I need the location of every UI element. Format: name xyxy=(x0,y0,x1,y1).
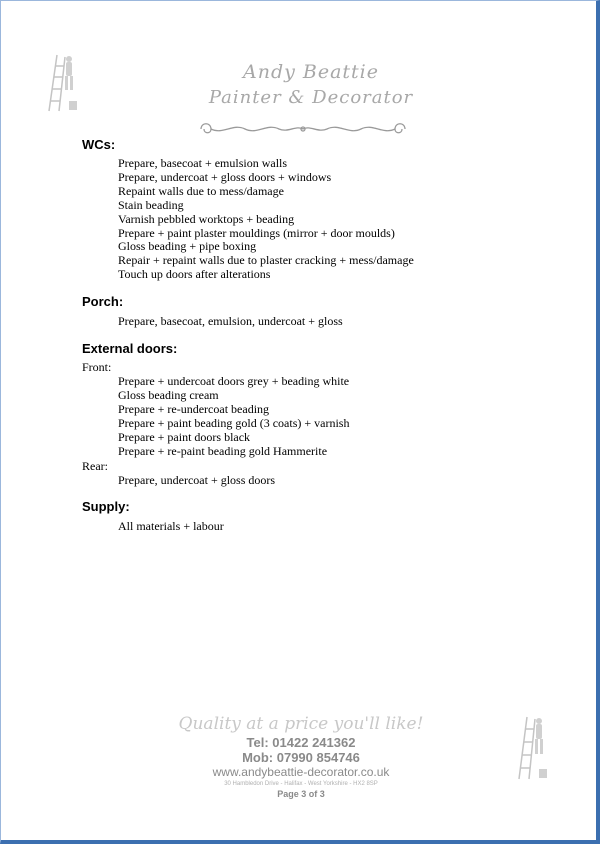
quote-content xyxy=(82,137,562,534)
telephone: Tel: 01422 241362 xyxy=(246,735,356,750)
address: 30 Hambledon Drive - Halifax - West Yorkshire - HX2 8SP xyxy=(224,781,378,787)
section-title: Porch: xyxy=(82,294,124,310)
document-page xyxy=(1,1,596,840)
item-list xyxy=(82,520,562,534)
item-list xyxy=(82,375,562,458)
list-item: Varnish pebbled worktops + beading xyxy=(118,211,295,226)
list-item: Stain beading xyxy=(118,197,184,212)
page-number: Page 3 of 3 xyxy=(277,789,325,799)
section-porch xyxy=(82,294,562,329)
section-external-doors xyxy=(82,341,562,487)
subsection-front xyxy=(82,360,562,458)
item-list xyxy=(82,315,562,329)
list-item: Repair + repaint walls due to plaster cracking + mess/damage xyxy=(118,253,414,268)
tagline: Quality at a price you'll like! xyxy=(178,714,424,734)
section-title: Supply: xyxy=(82,499,130,515)
list-item: Prepare, basecoat, emulsion, undercoat + gloss xyxy=(118,314,343,329)
list-item: Touch up doors after alterations xyxy=(118,267,271,282)
list-item: Prepare + paint plaster mouldings (mirror + door moulds) xyxy=(118,225,395,240)
list-item: All materials + labour xyxy=(118,519,224,534)
business-name: Andy Beattie xyxy=(242,61,380,83)
list-item: Prepare + re-undercoat beading xyxy=(118,401,270,416)
item-list xyxy=(82,157,562,282)
list-item: Prepare, undercoat + gloss doors + windows xyxy=(118,169,332,184)
list-item: Prepare + undercoat doors grey + beading white xyxy=(118,374,350,389)
mobile: Mob: 07990 854746 xyxy=(242,750,360,765)
business-trade: Painter & Decorator xyxy=(208,87,414,108)
item-list xyxy=(82,474,562,488)
list-item: Prepare, undercoat + gloss doors xyxy=(118,472,276,487)
letterhead xyxy=(161,59,461,111)
list-item: Prepare + re-paint beading gold Hammerite xyxy=(118,443,328,458)
list-item: Prepare, basecoat + emulsion walls xyxy=(118,156,288,170)
subsection-label: Rear: xyxy=(82,458,108,473)
letterhead-footer xyxy=(151,713,451,801)
list-item: Gloss beading + pipe boxing xyxy=(118,239,257,254)
list-item: Prepare + paint beading gold (3 coats) + varnish xyxy=(118,415,350,430)
subsection-label: Front: xyxy=(82,360,112,375)
section-title: WCs: xyxy=(82,137,116,152)
section-supply xyxy=(82,499,562,534)
ladder-painter-icon xyxy=(45,51,79,113)
section-title: External doors: xyxy=(82,341,178,357)
ornamental-scroll-icon xyxy=(193,119,413,139)
section-wcs xyxy=(82,137,562,282)
list-item: Gloss beading cream xyxy=(118,387,219,402)
list-item: Repaint walls due to mess/damage xyxy=(118,183,284,198)
list-item: Prepare + paint doors black xyxy=(118,429,251,444)
website: www.andybeattie-decorator.co.uk xyxy=(212,765,390,779)
ladder-painter-icon xyxy=(515,713,549,781)
subsection-rear xyxy=(82,459,562,488)
